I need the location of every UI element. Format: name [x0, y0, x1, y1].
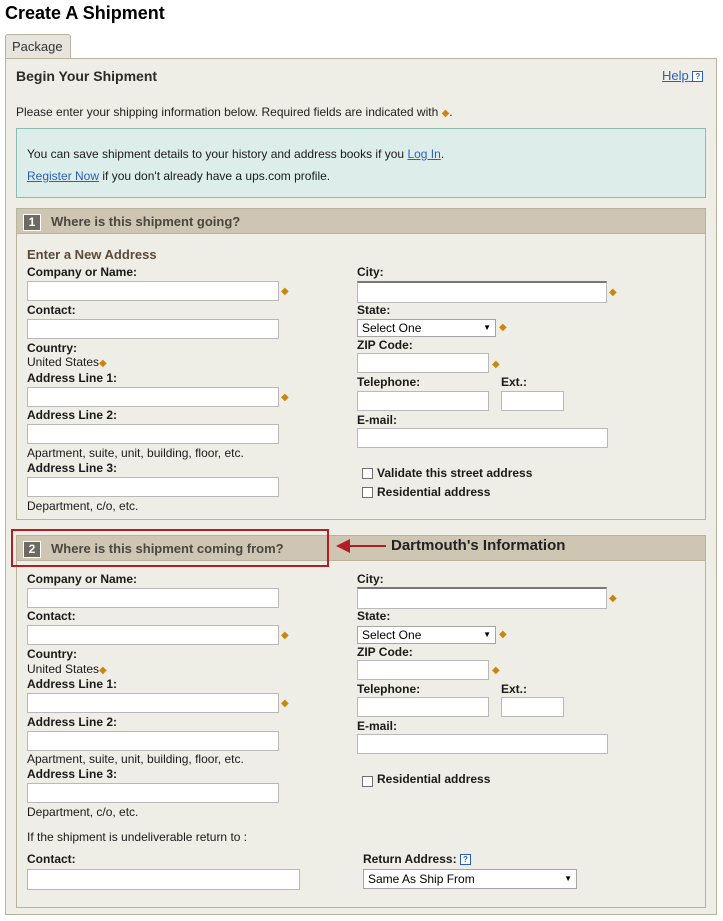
intro-end: .	[449, 105, 453, 119]
company-label: Company or Name:	[27, 265, 138, 279]
required-marker-icon: ◆	[281, 630, 289, 641]
zip-input[interactable]	[357, 353, 489, 373]
country-text: United States	[27, 355, 100, 369]
contact-input[interactable]	[27, 625, 279, 645]
address2-input[interactable]	[27, 731, 279, 751]
return-address-value: Same As Ship From	[368, 872, 475, 886]
chevron-down-icon: ▼	[483, 630, 491, 639]
required-marker-icon: ◆	[281, 698, 289, 709]
address3-label: Address Line 3:	[27, 767, 118, 781]
required-marker-icon: ◆	[281, 392, 289, 403]
state-select[interactable]	[357, 626, 496, 644]
address1-input[interactable]	[27, 387, 279, 407]
return-contact-label: Contact:	[27, 852, 76, 866]
question-icon[interactable]: ?	[460, 854, 471, 865]
address2-label: Address Line 2:	[27, 408, 118, 422]
section-number: 1	[23, 214, 41, 231]
annotation-label: Dartmouth's Information	[391, 537, 566, 554]
ship-from-title: Where is this shipment coming from?	[51, 541, 284, 556]
required-marker-icon: ◆	[99, 358, 107, 369]
contact-input[interactable]	[27, 319, 279, 339]
required-marker-icon: ◆	[281, 286, 289, 297]
section-title: Begin Your Shipment	[16, 68, 158, 84]
state-select-value: Select One	[362, 628, 422, 642]
required-marker-icon: ◆	[492, 359, 500, 370]
intro-label: Please enter your shipping information below. Required fields are indicated with	[16, 105, 439, 119]
city-label: City:	[357, 572, 384, 586]
residential-checkbox[interactable]	[362, 487, 373, 498]
validate-address-label: Validate this street address	[377, 466, 533, 480]
required-marker-icon: ◆	[492, 665, 500, 676]
address3-label: Address Line 3:	[27, 461, 118, 475]
telephone-input[interactable]	[357, 391, 489, 411]
return-address-text: Return Address:	[363, 852, 457, 866]
address1-input[interactable]	[27, 693, 279, 713]
page-title: Create A Shipment	[5, 3, 165, 23]
required-marker-icon: ◆	[499, 322, 507, 333]
address2-hint: Apartment, suite, unit, building, floor, etc.	[27, 446, 244, 460]
telephone-label: Telephone:	[357, 375, 421, 389]
country-value	[27, 662, 107, 676]
address2-label: Address Line 2:	[27, 715, 118, 729]
required-marker-icon: ◆	[441, 108, 450, 119]
contact-label: Contact:	[27, 303, 76, 317]
section-number: 2	[23, 541, 41, 558]
company-label: Company or Name:	[27, 572, 138, 586]
address1-label: Address Line 1:	[27, 677, 118, 691]
undeliverable-text: If the shipment is undeliverable return to :	[27, 830, 248, 844]
return-address-label	[363, 852, 471, 866]
return-contact-input[interactable]	[27, 869, 300, 890]
email-input[interactable]	[357, 734, 608, 754]
ship-to-header	[16, 208, 706, 234]
address3-hint: Department, c/o, etc.	[27, 499, 139, 513]
ext-label: Ext.:	[501, 375, 528, 389]
annotation-arrow-line	[350, 545, 386, 547]
tab-package[interactable]	[5, 34, 71, 58]
tab-package-label: Package	[12, 39, 63, 54]
residential-checkbox[interactable]	[362, 776, 373, 787]
zip-label: ZIP Code:	[357, 645, 413, 659]
question-icon: ?	[692, 71, 703, 82]
email-label: E-mail:	[357, 413, 398, 427]
info-period: .	[440, 147, 445, 161]
required-marker-icon: ◆	[609, 593, 617, 604]
country-label: Country:	[27, 647, 77, 661]
address3-input[interactable]	[27, 477, 279, 497]
zip-input[interactable]	[357, 660, 489, 680]
info-text: You can save shipment details to your history and address books if you	[27, 147, 408, 161]
company-input[interactable]	[27, 588, 279, 608]
required-marker-icon: ◆	[499, 629, 507, 640]
ext-input[interactable]	[501, 391, 564, 411]
telephone-label: Telephone:	[357, 682, 421, 696]
company-input[interactable]	[27, 281, 279, 301]
address2-hint: Apartment, suite, unit, building, floor, etc.	[27, 752, 244, 766]
state-select-value: Select One	[362, 321, 422, 335]
info-line-2	[27, 169, 330, 183]
chevron-down-icon: ▼	[564, 874, 572, 883]
email-label: E-mail:	[357, 719, 398, 733]
address1-label: Address Line 1:	[27, 371, 118, 385]
info-line-1	[27, 147, 444, 161]
city-input[interactable]	[357, 281, 607, 303]
city-label: City:	[357, 265, 384, 279]
ext-input[interactable]	[501, 697, 564, 717]
required-marker-icon: ◆	[609, 287, 617, 298]
intro-text	[16, 105, 453, 119]
address2-input[interactable]	[27, 424, 279, 444]
telephone-input[interactable]	[357, 697, 489, 717]
residential-label: Residential address	[377, 485, 491, 499]
zip-label: ZIP Code:	[357, 338, 413, 352]
ship-to-title: Where is this shipment going?	[51, 214, 241, 229]
arrow-left-icon	[336, 539, 350, 553]
city-input[interactable]	[357, 587, 607, 609]
annotation-highlight-box	[11, 529, 329, 567]
state-label: State:	[357, 609, 391, 623]
validate-address-checkbox[interactable]	[362, 468, 373, 479]
enter-new-address-label: Enter a New Address	[27, 247, 157, 262]
contact-label: Contact:	[27, 609, 76, 623]
register-link[interactable]: Register Now	[27, 169, 100, 183]
country-text: United States	[27, 662, 100, 676]
country-label: Country:	[27, 341, 77, 355]
help-link[interactable]	[662, 68, 703, 83]
info-text-2: if you don't already have a ups.com profile.	[99, 169, 331, 183]
residential-label: Residential address	[377, 772, 491, 786]
login-link[interactable]: Log In	[407, 147, 441, 161]
chevron-down-icon: ▼	[483, 323, 491, 332]
return-address-select[interactable]	[363, 869, 577, 889]
state-select[interactable]	[357, 319, 496, 337]
info-box	[16, 128, 706, 198]
country-value	[27, 355, 107, 369]
help-label: Help	[662, 68, 689, 83]
email-input[interactable]	[357, 428, 608, 448]
required-marker-icon: ◆	[99, 665, 107, 676]
state-label: State:	[357, 303, 391, 317]
ext-label: Ext.:	[501, 682, 528, 696]
address3-input[interactable]	[27, 783, 279, 803]
address3-hint: Department, c/o, etc.	[27, 805, 139, 819]
